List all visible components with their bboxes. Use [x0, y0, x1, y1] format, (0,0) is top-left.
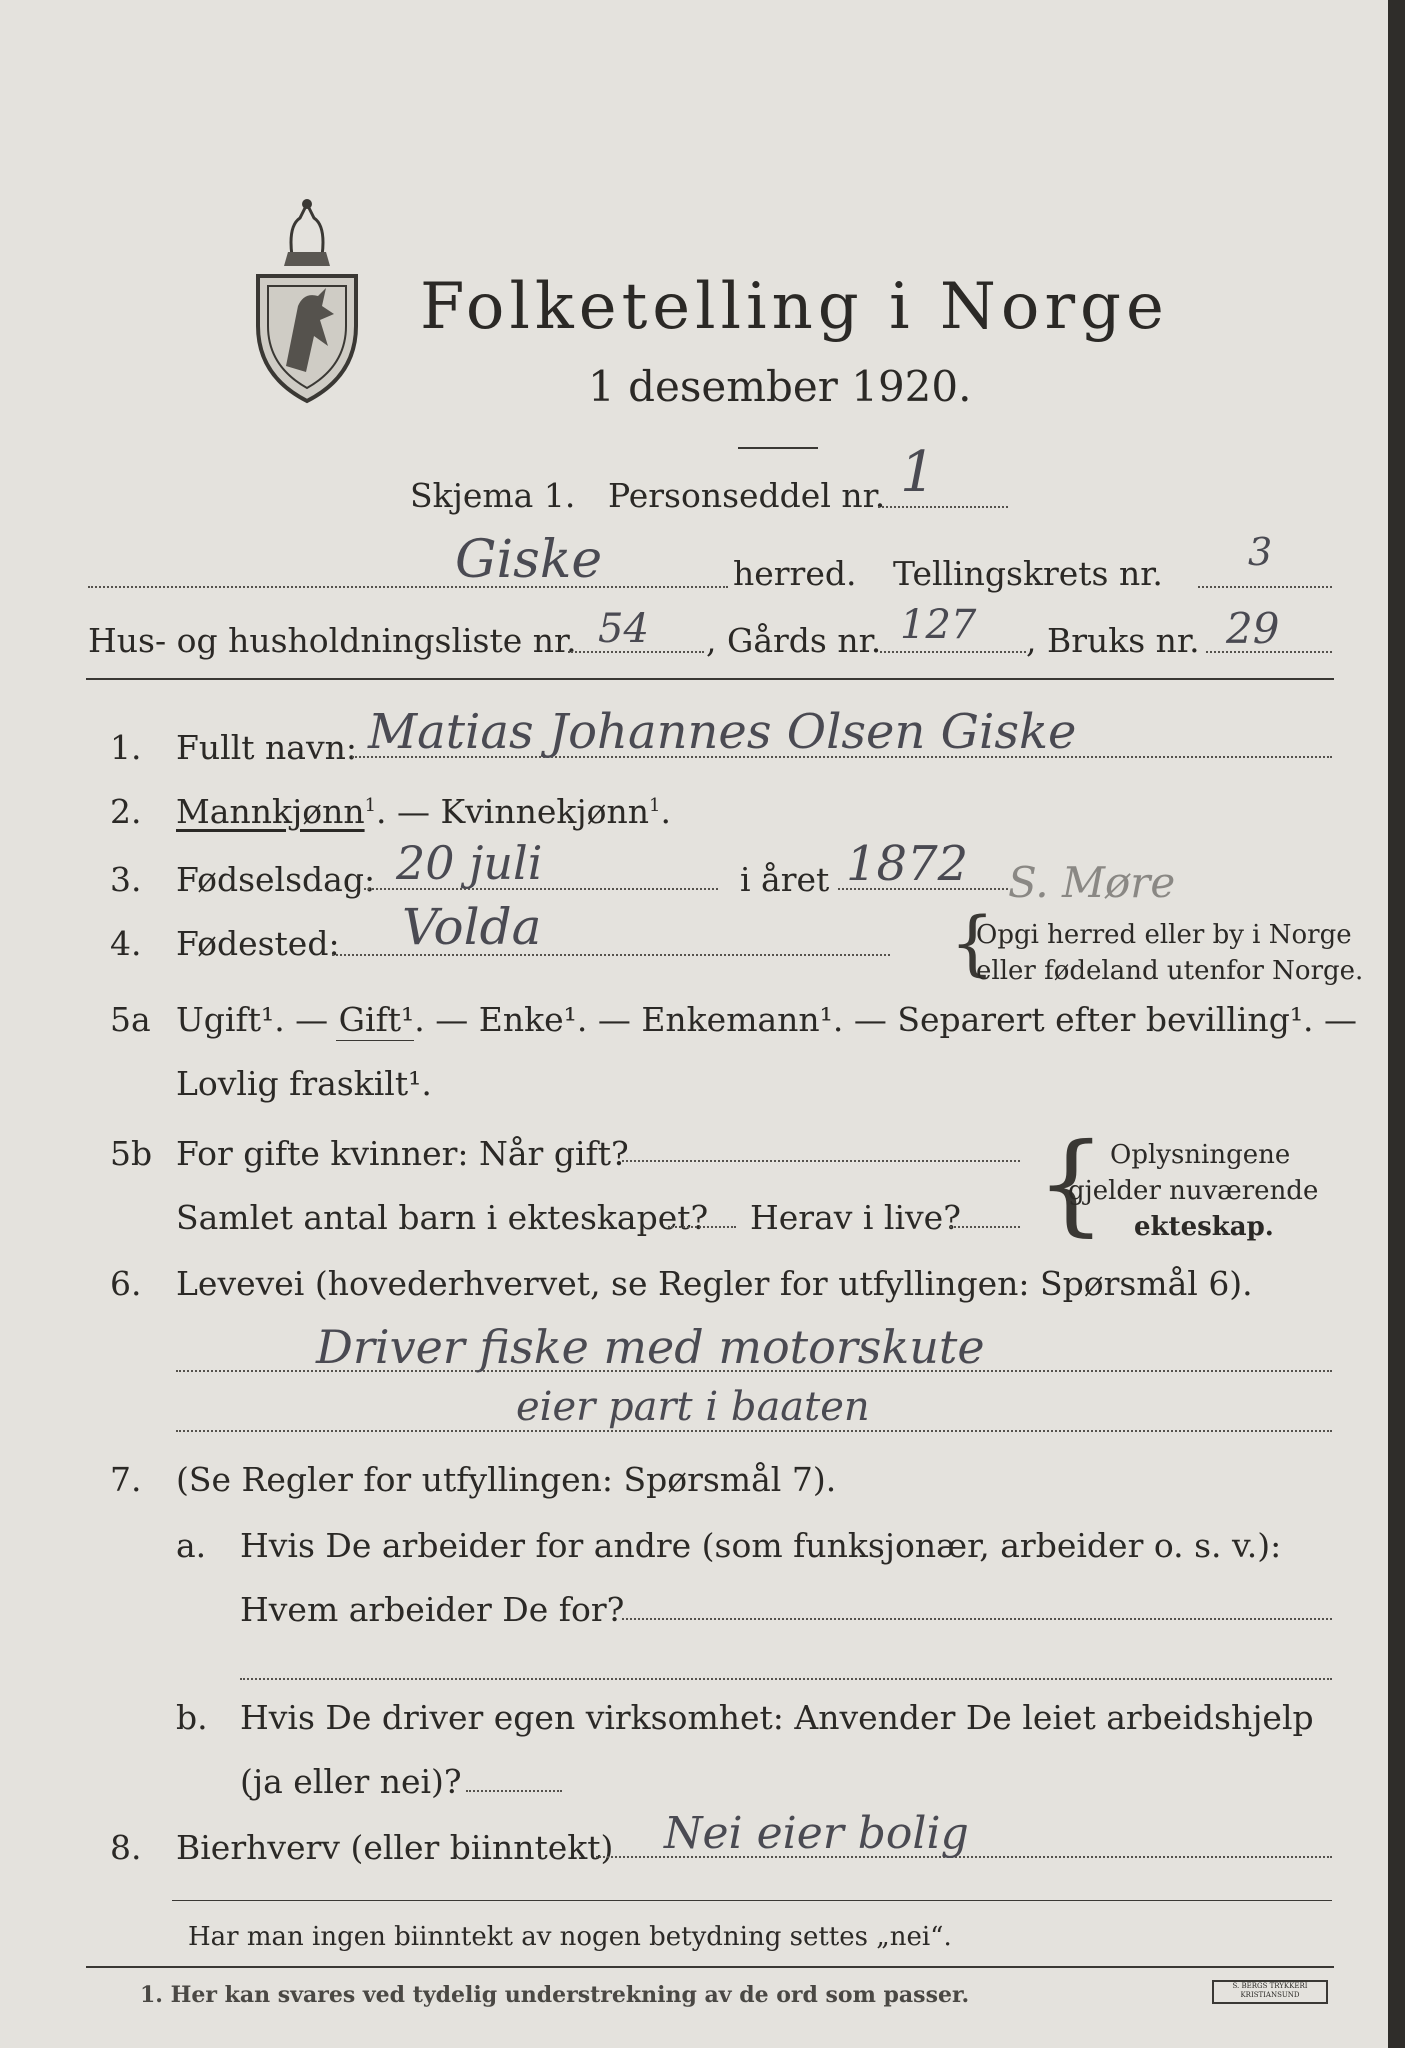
gards-value[interactable]: 127 [900, 602, 977, 648]
hus-value[interactable]: 54 [598, 606, 649, 652]
children-alive-field[interactable] [950, 1226, 1020, 1228]
form-title: Folketelling i Norge [420, 270, 1169, 344]
tellingskrets-label: Tellingskrets nr. [893, 554, 1163, 593]
q2-number: 2. [110, 792, 142, 831]
year-label: i året [740, 860, 830, 899]
marriage-note-2: gjelder nuværende [1068, 1176, 1319, 1206]
q7a-text: Hvis De arbeider for andre (som funksjonær, arbeider o. s. v.): [240, 1526, 1282, 1565]
printer-stamp: S. BERGS TRYKKERI KRISTIANSUND [1212, 1980, 1328, 2004]
q1-label: Fullt navn: [176, 728, 357, 767]
full-name-value[interactable]: Matias Johannes Olsen Giske [368, 704, 1077, 760]
herred-value[interactable]: Giske [455, 530, 603, 590]
birth-year-value[interactable]: 1872 [846, 836, 969, 892]
hired-help-field[interactable] [466, 1790, 562, 1792]
married-when-field[interactable] [622, 1160, 1020, 1162]
gift-underline [336, 1040, 414, 1041]
q8-number: 8. [110, 1828, 142, 1867]
option-kvinnekjonn[interactable]: Kvinnekjønn [440, 792, 650, 831]
marriage-note-3: ekteskap. [1134, 1212, 1274, 1242]
bruks-value[interactable]: 29 [1226, 604, 1280, 653]
option-mannkjonn[interactable]: Mannkjønn [176, 792, 365, 831]
census-date: 1 desember 1920. [588, 362, 972, 411]
q4-label: Fødested: [176, 924, 340, 963]
married-when-label: For gifte kvinner: Når gift? [176, 1134, 629, 1173]
q5a-number: 5a [110, 1000, 151, 1039]
marriage-note-1: Oplysningene [1110, 1140, 1291, 1170]
q6-label: Levevei (hovederhvervet, se Regler for utfyllingen: Spørsmål 6). [176, 1264, 1253, 1303]
children-count-field[interactable] [668, 1226, 736, 1228]
q7a-letter: a. [176, 1526, 207, 1565]
title-divider [738, 447, 818, 449]
q3-number: 3. [110, 860, 142, 899]
employer-label: Hvem arbeider De for? [240, 1590, 625, 1629]
q5b-number: 5b [110, 1134, 153, 1173]
q7b-letter: b. [176, 1698, 208, 1737]
birthday-value[interactable]: 20 juli [396, 836, 543, 890]
q8-label: Bierhverv (eller biinntekt) [176, 1828, 614, 1867]
q7-number: 7. [110, 1460, 142, 1499]
birthplace-value[interactable]: Volda [402, 898, 542, 956]
personseddel-value[interactable]: 1 [900, 440, 936, 505]
birth-region-note: S. Møre [1008, 858, 1176, 907]
birthplace-hint-1: Opgi herred eller by i Norge [976, 920, 1352, 950]
q4-number: 4. [110, 924, 142, 963]
no-income-note: Har man ingen biinntekt av nogen betydning settes „nei“. [188, 1922, 952, 1952]
header-rule [86, 678, 1334, 680]
q7-label: (Se Regler for utfyllingen: Spørsmål 7). [176, 1460, 837, 1499]
hired-help-label: (ja eller nei)? [240, 1762, 462, 1801]
q1-number: 1. [110, 728, 142, 767]
gards-label: , Gårds nr. [706, 621, 882, 660]
marital-status-divorced[interactable]: Lovlig fraskilt¹. [176, 1064, 432, 1103]
q2-options: Mannkjønn$^1$. — Kvinnekjønn$^1$. [176, 792, 671, 831]
tellingskrets-value[interactable]: 3 [1248, 530, 1273, 574]
occupation-value-1[interactable]: Driver fiske med motorskute [316, 1320, 985, 1374]
q3-label: Fødselsdag: [176, 860, 376, 899]
census-form-page: Folketelling i Norge 1 desember 1920. Skjema 1. Personseddel nr. 1 Giske herred. Tellingskrets nr. 3 Hus- og husholdningsliste nr. 54 , Gårds nr. 127 , Bruks nr. 29 1. Fullt navn: Matias Johannes Olsen Giske 2. Mannkjønn$^1$. — Kvinnekjønn$^1$. 3. Fødselsdag: 20 juli i året 1872 S. Møre 4. Fødested: Volda { Opgi herred eller by i Norge eller fødeland utenfor Norge. 5a Ugift¹. — Gift¹. — Enke¹. — Enkemann¹. — Separert efter bevilling¹. — Lovlig fraskilt¹. 5b For gifte kvinner: Når gift? Samlet antal barn i ekteskapet? Herav i live? { Oplysningene gjelder nuværende ekteskap. 6. Levevei (hovederhvervet, se Regler for utfyllingen: Spørsmål 6). Driver fiske med motorskute eier part i baaten 7. (Se Regler for utfyllingen: Spørsmål 7). a. Hvis De arbeider for andre (som funksjonær, arbeider o. s. v.): Hvem arbeider De for? b. Hvis De driver egen virksomhet: Anvender De leiet arbeidshjelp (ja eller nei)? 8. Bierhverv (eller biinntekt) Nei eier bolig Har man ingen biinntekt av nogen betydning settes „nei“. 1. Her kan svares ved tydelig understrekning av de ord som passer. S. BERGS TRYKKERI KRISTIANSUND [0, 0, 1388, 2048]
side-income-value[interactable]: Nei eier bolig [664, 1808, 969, 1859]
norwegian-coat-of-arms-icon [248, 196, 366, 406]
q6-number: 6. [110, 1264, 142, 1303]
employer-field-line-2[interactable] [240, 1678, 1332, 1680]
skjema-label: Skjema 1. [410, 476, 576, 515]
q7b-text: Hvis De driver egen virksomhet: Anvender De leiet arbeidshjelp [240, 1698, 1314, 1737]
marital-status-options[interactable]: Ugift¹. — Gift¹. — Enke¹. — Enkemann¹. — Separert efter bevilling¹. — [176, 1000, 1358, 1039]
bruks-label: , Bruks nr. [1026, 621, 1200, 660]
children-count-label: Samlet antal barn i ekteskapet? [176, 1198, 709, 1237]
employer-field[interactable] [622, 1618, 1332, 1620]
birthplace-hint-2: eller fødeland utenfor Norge. [976, 956, 1364, 986]
hus-label: Hus- og husholdningsliste nr. [88, 621, 577, 660]
personseddel-label: Personseddel nr. [608, 476, 886, 515]
herred-label: herred. [733, 554, 857, 593]
children-alive-label: Herav i live? [750, 1198, 961, 1237]
footnote: 1. Her kan svares ved tydelig understrekning av de ord som passer. [140, 1982, 970, 2008]
scan-edge [1388, 0, 1405, 2048]
occupation-value-2[interactable]: eier part i baaten [516, 1384, 870, 1430]
